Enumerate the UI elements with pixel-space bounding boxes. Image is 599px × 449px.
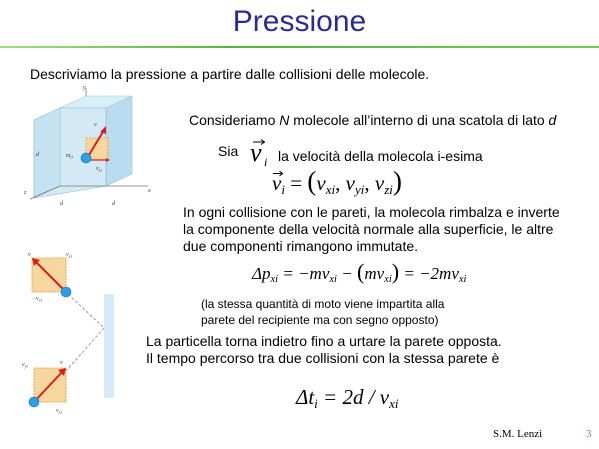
eq1-vz: v	[374, 171, 385, 195]
collision-paragraph	[183, 204, 560, 255]
bounce-vxi2-sub: xi	[58, 409, 62, 415]
velocity-equation: $v_i = (v_{xi}$, $v_{yi}$, $v_{zi}$)	[272, 166, 402, 197]
eq1-lhs: v	[272, 171, 282, 195]
eq2-t4-sub: xi	[384, 274, 392, 286]
momentum-note-line-1: (la stessa quantità di moto viene impartita alla	[201, 297, 445, 311]
time-equation	[296, 385, 399, 412]
bounce-vxi2-label	[56, 408, 63, 415]
momentum-note-line-2: parete del recipiente ma con segno opposto)	[201, 313, 439, 327]
eq3-rhs: = 2d / v	[317, 385, 390, 409]
sia-label: Sia	[218, 143, 239, 159]
velocity-vector-symbol: v	[250, 138, 262, 167]
slide-title: Pressione	[232, 5, 367, 38]
bounce-vxi1-label	[32, 296, 43, 303]
momentum-note	[201, 296, 444, 328]
velocity-vector-subscript: i	[264, 155, 268, 169]
cube-m0-sub: 0	[70, 154, 73, 160]
collision-line-3: due componenti rimangono immutate.	[183, 238, 419, 254]
cube-vxi-sub: xi	[98, 167, 102, 173]
eq1-vy-sub: yi	[354, 181, 365, 197]
return-line-2: Il tempo percorso tra due collisioni con la stessa parete è	[146, 350, 500, 366]
bounce-v2-label: v	[60, 360, 63, 366]
eq1-vy: v	[345, 171, 355, 195]
bounce-vyi1-sub: yi	[68, 253, 72, 259]
eq3-lhs-sub: i	[314, 395, 318, 411]
bounce-vyi2-sub: yi	[24, 363, 28, 369]
eq2-t2: = −mv	[278, 264, 330, 283]
cube-m0-m: m	[66, 153, 71, 159]
eq1-lhs-sub: i	[281, 181, 285, 197]
eq2-t3: −	[336, 264, 357, 283]
eq2-t1-sub: xi	[270, 274, 279, 286]
eq3-rhs-sub: xi	[389, 395, 399, 411]
var-n: N	[279, 112, 290, 128]
bounce-vyi2-v: v	[22, 362, 25, 368]
page-number: 3	[586, 428, 592, 440]
path-in	[68, 294, 104, 328]
cube-x-label: x	[148, 188, 151, 194]
eq1-vx-sub: xi	[325, 181, 336, 197]
collision-line-2: la componente della velocità normale alla superficie, le altre	[183, 221, 554, 237]
wall-bounce-figure	[20, 246, 130, 416]
eq1-vector-arrow-icon	[272, 170, 284, 177]
eq2-t4: mv	[364, 264, 385, 283]
eq2-t5: = −2mv	[399, 264, 459, 283]
cube-bottom-d-left: d	[60, 201, 63, 207]
var-d: d	[548, 112, 557, 128]
cube-side-d: d	[36, 152, 39, 158]
molecule-icon	[81, 153, 91, 163]
molecule-box-figure	[20, 82, 155, 210]
bounce-vxi2-v: v	[56, 408, 59, 414]
consider-sentence	[189, 112, 556, 128]
bounce-v1-label: v	[28, 252, 31, 258]
eq2-t2-sub: xi	[329, 274, 337, 286]
vector-arrow-icon	[252, 138, 266, 146]
cube-right-face	[106, 96, 132, 186]
cube-v-label: v	[94, 122, 97, 128]
bounce-vxi1-v: −v	[32, 296, 39, 302]
eq1-vx: v	[316, 171, 326, 195]
cube-bottom-d-right: d	[112, 201, 115, 207]
eq1-equals: =	[284, 171, 308, 195]
sia-description: la velocità della molecola i-esima	[278, 148, 483, 164]
cube-y-label: y	[83, 85, 86, 91]
eq3-lhs: Δt	[296, 385, 315, 409]
molecule-after-icon	[29, 397, 39, 407]
cube-z-label: z	[24, 190, 27, 196]
bounce-vyi2-label	[22, 362, 29, 369]
return-paragraph	[146, 333, 502, 367]
eq2-t1: Δp	[252, 264, 271, 283]
cube-vxi-label	[96, 166, 103, 173]
footer-author: S.M. Lenzi	[493, 428, 543, 440]
cube-vxi-v: v	[96, 166, 99, 172]
bounce-vyi1-v: v	[66, 252, 69, 258]
bounce-vyi1-label	[66, 252, 73, 259]
molecule-before-icon	[61, 287, 71, 297]
eq2-t5-sub: xi	[458, 274, 467, 286]
consider-post: molecole all’interno di una scatola di lato	[289, 112, 549, 128]
consider-pre: Consideriamo	[189, 112, 280, 128]
intro-text: Descriviamo la pressione a partire dalle collisioni delle molecole.	[30, 66, 430, 82]
return-line-1: La particella torna indietro fino a urtare la parete opposta.	[146, 333, 502, 349]
wall-icon	[104, 294, 114, 398]
title-divider	[0, 46, 599, 48]
cube-m0-label	[66, 153, 73, 160]
eq1-vz-sub: zi	[384, 181, 393, 197]
momentum-equation: $\Delta p_{xi} = -mv_{xi} - (mv_{xi}) = -2mv_{xi}$	[252, 259, 467, 286]
bounce-vxi1-sub: xi	[38, 297, 42, 303]
collision-line-1: In ogni collisione con le pareti, la molecola rimbalza e inverte	[183, 204, 560, 220]
